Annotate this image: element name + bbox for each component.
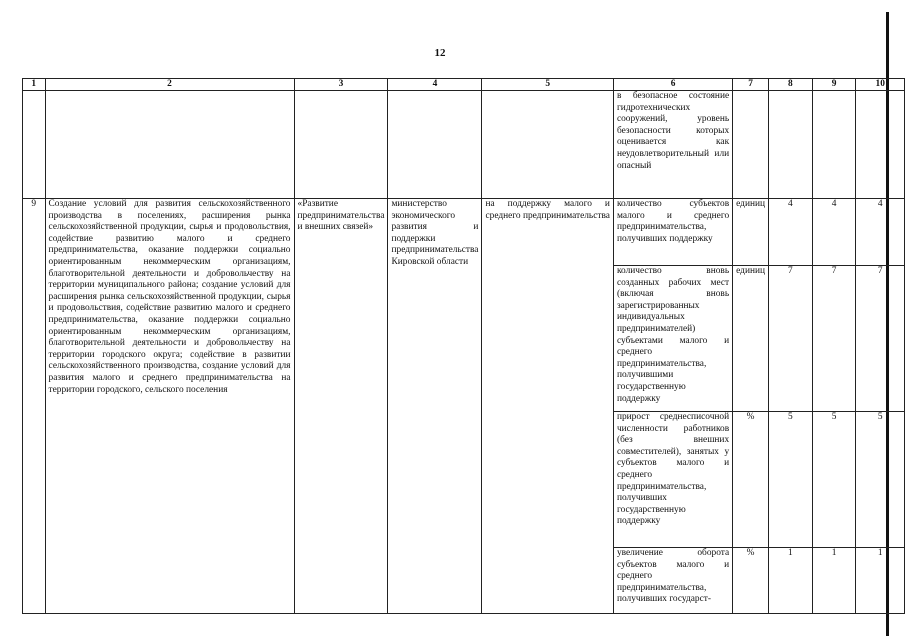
table-row-continuation [23,91,905,199]
program-table [22,78,905,614]
column-number-row [23,79,905,91]
entry-description: Создание условий для развития сельскохозяйственного производства в поселениях, расширения рынка сельскохозяйственной продукции, сырья и продовольствия, содействие развитию малого и среднего предпринимательства, оказание поддержки социально ориентированным некоммерческим организациям, благотворительной деятельности и добровольчеству на территории муниципального района; создание условий для расширения рынка сельскохозяйственной продукции, сырья и продовольствия, содействие развитию малого и среднего предпринимательства, оказание поддержки социально ориентированным некоммерческим организациям, благотворительной деятельности и добровольчеству на территории городского округа; содействие в развитии сельскохозяйственного производства, создание условий для развития малого и среднего предпринимательства на территории городского, сельского поселения [45,199,294,614]
column-number: 8 [769,79,813,91]
value-cell: 7 [856,266,905,412]
indicator-cell: количество субъектов малого и среднего предпринимательства, получивших поддержку [613,199,732,266]
unit-cell: единиц [733,199,769,266]
indicator-cell: количество вновь созданных рабочих мест (включая вновь зарегистрированных индивидуальных предпринимателей) субъектами малого и среднего предпринимательства, получившими государственную поддержку [613,266,732,412]
column-number: 4 [388,79,482,91]
entry-program: «Развитие предпринимательства и внешних связей» [294,199,388,614]
column-number: 6 [613,79,732,91]
indicator-cell: увеличение оборота субъектов малого и среднего предпринимательства, получивших государст- [613,548,732,614]
column-number: 1 [23,79,46,91]
column-number: 9 [812,79,856,91]
document-table-wrapper [22,78,905,614]
column-number: 7 [733,79,769,91]
value-cell: 4 [856,199,905,266]
value-cell: 4 [812,199,856,266]
column-number: 3 [294,79,388,91]
value-cell: 5 [812,412,856,548]
column-number: 10 [856,79,905,91]
value-cell: 4 [769,199,813,266]
entry-number: 9 [23,199,46,614]
value-cell: 7 [769,266,813,412]
unit-cell: % [733,548,769,614]
value-cell: 1 [769,548,813,614]
value-cell: 1 [812,548,856,614]
column-number: 2 [45,79,294,91]
value-cell: 7 [812,266,856,412]
entry-purpose: на поддержку малого и среднего предпринимательства [482,199,613,614]
column-number: 5 [482,79,613,91]
value-cell: 1 [856,548,905,614]
table-row-entry [23,199,905,266]
unit-cell: % [733,412,769,548]
value-cell: 5 [769,412,813,548]
entry-executor: министерство экономического развития и поддержки предпринимательства Кировской области [388,199,482,614]
indicator-cell: прирост среднесписочной численности работников (без внешних совместителей), занятых у субъектов малого и среднего предпринимательства, получивших государственную поддержку [613,412,732,548]
value-cell: 5 [856,412,905,548]
indicator-cell: в безопасное состояние гидротехнических сооружений, уровень безопасности которых оценивается как неудовлетворительный или опасный [613,91,732,199]
page-number: 12 [434,47,446,59]
unit-cell: единиц [733,266,769,412]
